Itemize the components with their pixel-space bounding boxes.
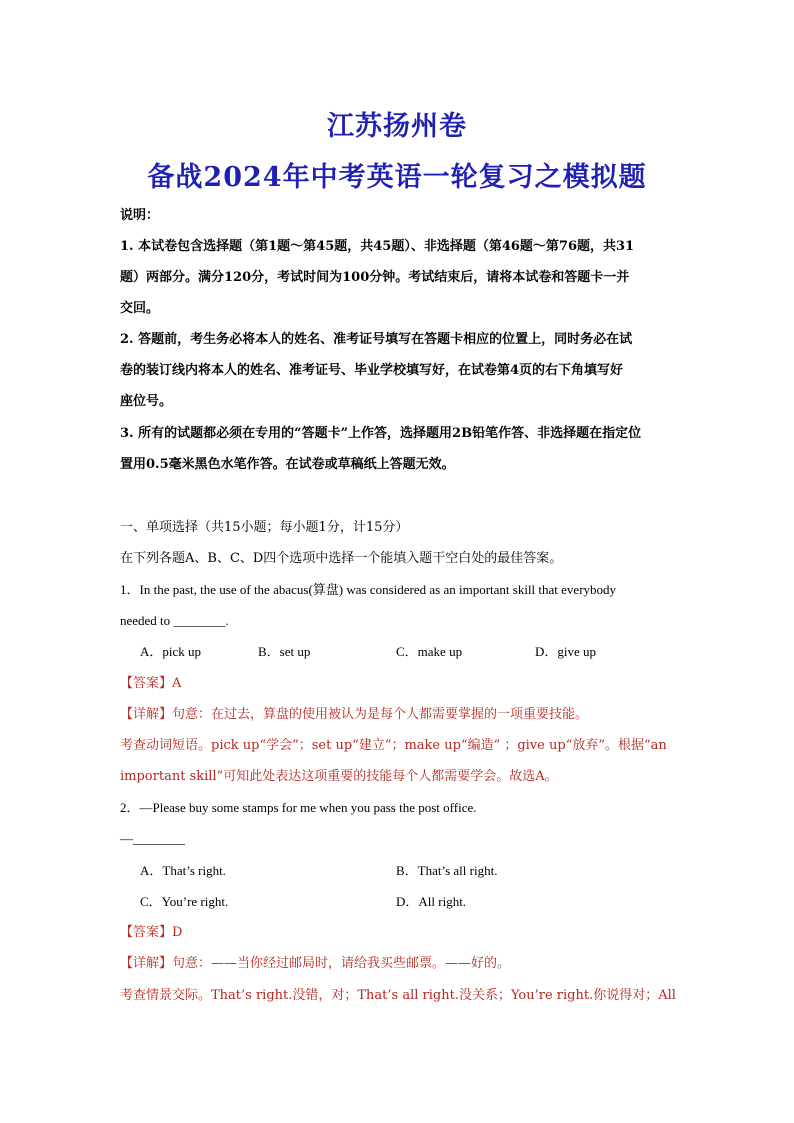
explanation-line: 考查动词短语。pick up“学会”；set up“建立”；make up“编造” ；give up“放弃”。根据“an	[120, 738, 667, 753]
instruction-line: 置用0.5毫米黑色水笔作答。在试卷或草稿纸上答题无效。	[120, 457, 455, 472]
question-stem: needed to ________.	[120, 613, 229, 628]
question-stem: —________	[120, 831, 185, 846]
question-stem: 2．—Please buy some stamps for me when you pass the post office.	[120, 800, 477, 815]
question-stem: 1．In the past, the use of the abacus(算盘) was considered as an important skill that everybody	[120, 582, 617, 597]
document-title: 江苏扬州卷	[327, 111, 467, 142]
section-direction: 在下列各题A、B、C、D四个选项中选择一个能填入题干空白处的最佳答案。	[120, 551, 563, 566]
answer-label: 【答案】A	[120, 676, 182, 691]
instruction-line: 1. 本试卷包含选择题（第1题～第45题，共45题）、非选择题（第46题～第76题，共31	[120, 239, 635, 254]
instruction-line: 题）两部分。满分120分，考试时间为100分钟。考试结束后，请将本试卷和答题卡一并	[120, 270, 630, 285]
option-b: B．That’s all right.	[396, 863, 498, 878]
instructions-label: 说明：	[120, 208, 160, 223]
option-d: D．give up	[535, 644, 597, 659]
instruction-line: 卷的装订线内将本人的姓名、准考证号、毕业学校填写好，在试卷第4页的右下角填写好	[120, 363, 624, 378]
option-a: A．That’s right.	[140, 863, 226, 878]
option-d: D．All right.	[396, 894, 467, 909]
option-c: C．You’re right.	[140, 894, 229, 909]
section-heading: 一、单项选择（共15小题；每小题1分，计15分）	[120, 520, 409, 535]
instruction-line: 交回。	[120, 301, 160, 316]
option-b: B．set up	[258, 644, 311, 659]
instruction-line: 2. 答题前，考生务必将本人的姓名、准考证号填写在答题卡相应的位置上，同时务必在试	[120, 332, 633, 347]
instruction-line: 3. 所有的试题都必须在专用的“答题卡”上作答，选择题用2B铅笔作答、非选择题在指定位	[120, 426, 642, 441]
option-c: C．make up	[396, 644, 463, 659]
explanation-line: 【详解】句意：在过去，算盘的使用被认为是每个人都需要掌握的一项重要技能。	[120, 707, 589, 722]
instruction-line: 座位号。	[120, 394, 173, 409]
explanation-line: important skill”可知此处表达这项重要的技能每个人都需要学会。故选A。	[120, 769, 558, 784]
explanation-line: 【详解】句意：——当你经过邮局时，请给我买些邮票。——好的。	[120, 956, 511, 971]
document-subtitle: 备战2024年中考英语一轮复习之模拟题	[147, 162, 647, 193]
option-a: A．pick up	[140, 644, 202, 659]
answer-label: 【答案】D	[120, 925, 183, 940]
explanation-line: 考查情景交际。That’s right.没错，对；That’s all right.没关系；You’re right.你说得对；All	[120, 988, 676, 1003]
